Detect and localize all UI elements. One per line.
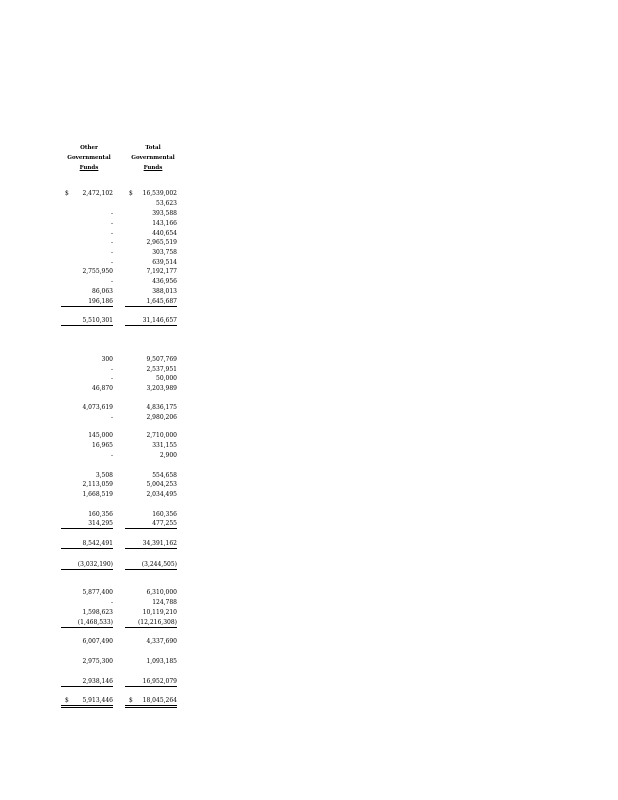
cell-total: [125, 520, 177, 529]
cell-total: [125, 540, 177, 549]
cell-total: [125, 200, 177, 208]
cell-other: [61, 491, 113, 499]
cell-other: [61, 619, 113, 628]
cell-total: [125, 249, 177, 257]
cell-other: [61, 404, 113, 412]
header-line: Funds: [143, 165, 163, 171]
cell-value: 50,000: [156, 375, 177, 382]
cell-total: [125, 472, 177, 480]
cell-total: [125, 697, 177, 708]
cell-other: [61, 599, 113, 607]
cell-total: [125, 481, 177, 489]
cell-value: (3,032,190): [77, 561, 113, 568]
cell-total: [125, 658, 177, 666]
header-line: Total: [145, 145, 161, 151]
cell-other: [61, 561, 113, 570]
cell-value: 160,356: [88, 511, 113, 518]
cell-other: [61, 638, 113, 646]
cell-value: 5,913,446: [82, 697, 113, 704]
cell-other: [61, 190, 113, 198]
cell-value: 6,310,000: [146, 589, 177, 596]
cell-value: 314,295: [88, 520, 113, 527]
cell-value: 7,192,177: [146, 268, 177, 275]
cell-other: [61, 298, 113, 307]
cell-value: 303,758: [152, 249, 177, 256]
cell-other: [61, 472, 113, 480]
cell-other: [61, 414, 113, 422]
cell-value: 1,668,519: [82, 491, 113, 498]
cell-value: 34,391,162: [142, 540, 177, 547]
cell-total: [125, 220, 177, 228]
cell-value: -: [110, 230, 113, 237]
cell-other: [61, 220, 113, 228]
cell-value: 2,472,102: [82, 190, 113, 197]
cell-total: [125, 678, 177, 687]
cell-other: [61, 609, 113, 617]
cell-total: [125, 278, 177, 286]
cell-other: [61, 452, 113, 460]
cell-value: 477,255: [152, 520, 177, 527]
cell-other: [61, 481, 113, 489]
cell-value: 554,658: [152, 472, 177, 479]
cell-value: 31,146,657: [142, 317, 177, 324]
cell-total: [125, 298, 177, 307]
cell-total: [125, 609, 177, 617]
cell-value: 16,539,002: [142, 190, 177, 197]
cell-total: [125, 259, 177, 267]
header-line: Other: [80, 145, 98, 151]
cell-value: 2,710,000: [146, 432, 177, 439]
cell-value: 46,870: [92, 385, 113, 392]
cell-other: [61, 239, 113, 247]
cell-other: [61, 385, 113, 393]
cell-other: [61, 540, 113, 549]
cell-other: [61, 366, 113, 374]
cell-other: [61, 356, 113, 364]
cell-value: -: [110, 210, 113, 217]
cell-total: [125, 619, 177, 628]
cell-total: [125, 356, 177, 364]
cell-total: [125, 385, 177, 393]
cell-value: 300: [101, 356, 113, 363]
cell-value: -: [110, 249, 113, 256]
cell-total: [125, 442, 177, 450]
cell-other: [61, 259, 113, 267]
cell-value: (1,468,533): [77, 619, 113, 626]
cell-other: [61, 288, 113, 296]
cell-other: [61, 511, 113, 519]
cell-total: [125, 414, 177, 422]
cell-total: [125, 589, 177, 597]
cell-value: 145,000: [88, 432, 113, 439]
cell-total: [125, 210, 177, 218]
cell-value: 2,938,146: [82, 678, 113, 685]
cell-other: [61, 520, 113, 529]
cell-other: [61, 658, 113, 666]
cell-value: (12,216,308): [137, 619, 177, 626]
cell-value: 2,034,495: [146, 491, 177, 498]
cell-value: 196,186: [88, 298, 113, 305]
cell-other: [61, 200, 113, 208]
header-line: Governmental: [131, 155, 175, 161]
cell-value: 4,337,690: [146, 638, 177, 645]
cell-value: 2,900: [159, 452, 177, 459]
cell-total: [125, 561, 177, 570]
cell-value: 2,965,519: [146, 239, 177, 246]
cell-value: 5,004,253: [146, 481, 177, 488]
cell-total: [125, 432, 177, 440]
currency-symbol: $: [129, 697, 133, 704]
cell-value: 2,980,206: [146, 414, 177, 421]
cell-value: 388,013: [152, 288, 177, 295]
cell-value: -: [110, 414, 113, 421]
cell-other: [61, 432, 113, 440]
cell-value: -: [110, 259, 113, 266]
cell-total: [125, 404, 177, 412]
cell-value: 3,203,989: [146, 385, 177, 392]
cell-value: 8,542,491: [82, 540, 113, 547]
cell-total: [125, 452, 177, 460]
cell-value: (3,244,505): [141, 561, 177, 568]
cell-value: 124,788: [152, 599, 177, 606]
cell-value: 9,507,769: [146, 356, 177, 363]
cell-value: 3,508: [95, 472, 113, 479]
cell-value: -: [110, 366, 113, 373]
cell-total: [125, 511, 177, 519]
cell-value: -: [110, 452, 113, 459]
cell-total: [125, 599, 177, 607]
cell-total: [125, 288, 177, 296]
cell-value: 4,073,619: [82, 404, 113, 411]
cell-total: [125, 317, 177, 326]
cell-total: [125, 230, 177, 238]
cell-other: [61, 317, 113, 326]
cell-value: -: [110, 278, 113, 285]
cell-value: 143,166: [152, 220, 177, 227]
currency-symbol: $: [129, 190, 133, 197]
cell-other: [61, 375, 113, 383]
cell-other: [61, 249, 113, 257]
cell-value: 2,537,951: [146, 366, 177, 373]
cell-value: 86,063: [92, 288, 113, 295]
cell-value: 331,155: [152, 442, 177, 449]
cell-total: [125, 638, 177, 646]
cell-total: [125, 268, 177, 276]
cell-value: 160,356: [152, 511, 177, 518]
cell-value: 1,093,185: [146, 658, 177, 665]
cell-other: [61, 697, 113, 708]
cell-value: 5,877,400: [82, 589, 113, 596]
cell-value: -: [110, 220, 113, 227]
cell-other: [61, 268, 113, 276]
cell-total: [125, 239, 177, 247]
cell-total: [125, 366, 177, 374]
cell-value: 436,956: [152, 278, 177, 285]
currency-symbol: $: [65, 190, 69, 197]
cell-value: 2,755,950: [82, 268, 113, 275]
cell-total: [125, 491, 177, 499]
header-line: Funds: [79, 165, 99, 171]
cell-value: -: [110, 599, 113, 606]
cell-value: 393,588: [152, 210, 177, 217]
cell-value: -: [110, 375, 113, 382]
cell-other: [61, 278, 113, 286]
cell-value: 2,113,059: [82, 481, 113, 488]
cell-other: [61, 442, 113, 450]
cell-value: -: [110, 239, 113, 246]
cell-other: [61, 230, 113, 238]
cell-value: 2,975,300: [82, 658, 113, 665]
cell-value: 440,654: [152, 230, 177, 237]
cell-other: [61, 678, 113, 687]
cell-value: 1,645,687: [146, 298, 177, 305]
cell-other: [61, 589, 113, 597]
cell-value: 639,514: [152, 259, 177, 266]
cell-value: 6,007,490: [82, 638, 113, 645]
cell-total: [125, 375, 177, 383]
cell-value: 5,510,301: [82, 317, 113, 324]
cell-other: [61, 210, 113, 218]
cell-total: [125, 190, 177, 198]
cell-value: 16,965: [92, 442, 113, 449]
cell-value: 1,598,623: [82, 609, 113, 616]
header-line: Governmental: [67, 155, 111, 161]
cell-value: 53,623: [156, 200, 177, 207]
cell-value: 4,836,175: [146, 404, 177, 411]
cell-value: 10,119,210: [142, 609, 177, 616]
cell-value: 18,045,264: [142, 697, 177, 704]
currency-symbol: $: [65, 697, 69, 704]
cell-value: 16,952,079: [142, 678, 177, 685]
